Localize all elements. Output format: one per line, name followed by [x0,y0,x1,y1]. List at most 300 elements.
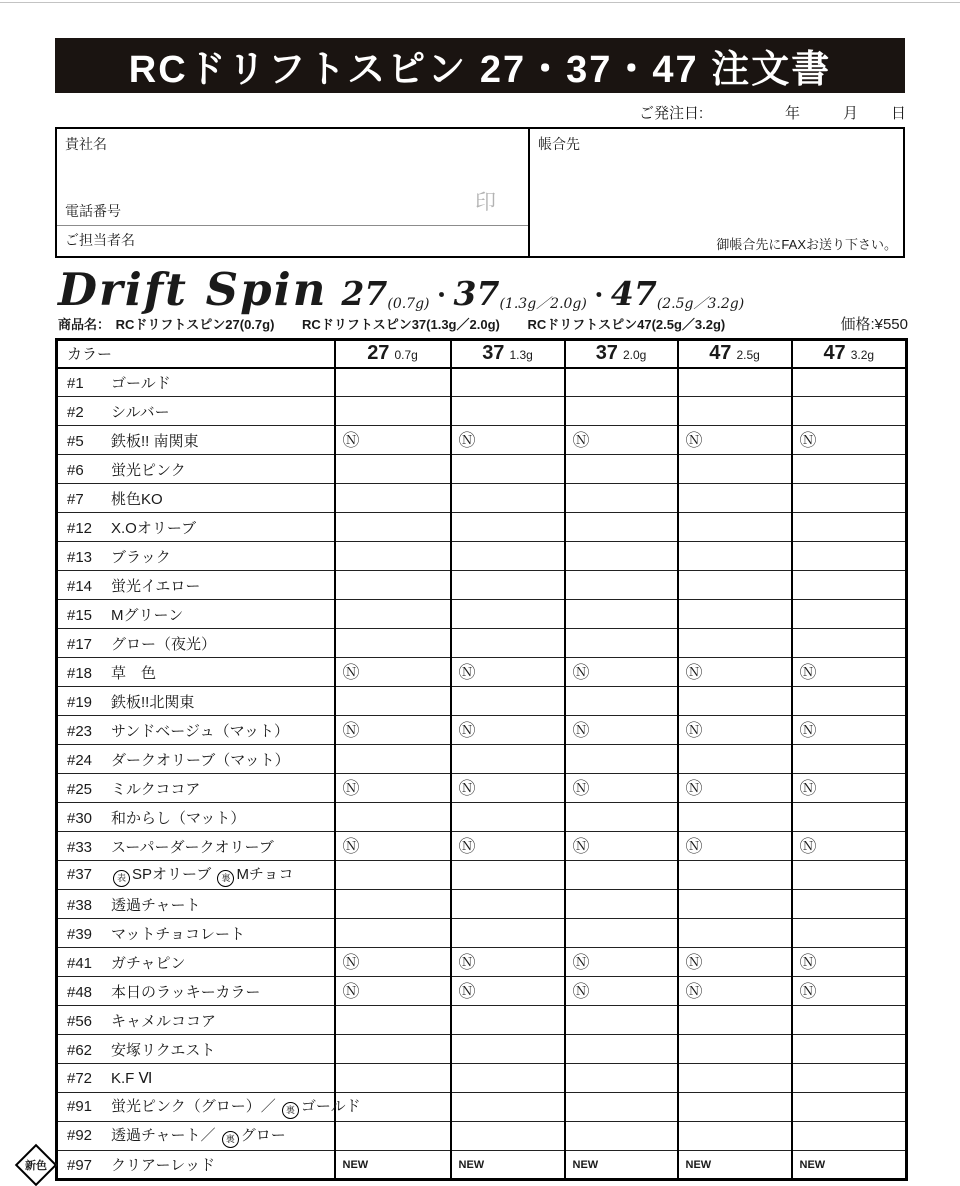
product-name-row [58,314,908,333]
order-quantity-cell[interactable]: Ⓝ [565,948,678,977]
order-quantity-cell[interactable]: Ⓝ [678,774,792,803]
color-name-cell [57,455,335,484]
order-quantity-cell[interactable] [792,890,907,919]
product-item-47: RCドリフトスピン47(2.5g／3.2g) [527,317,726,332]
logo-size-weight: (2.5g／3.2g) [656,296,745,312]
order-quantity-cell[interactable] [678,919,792,948]
product-item-37: RCドリフトスピン37(1.3g／2.0g) [302,317,500,332]
order-quantity-cell[interactable] [451,1035,565,1064]
order-quantity-cell[interactable] [451,1064,565,1093]
order-quantity-cell[interactable] [451,600,565,629]
order-quantity-cell[interactable]: Ⓝ [792,977,907,1006]
color-name-cell [57,426,335,455]
column-number: 27 [367,342,390,365]
account-label: 帳合先 [538,136,580,152]
order-quantity-cell[interactable] [335,368,451,397]
order-quantity-cell[interactable] [565,1006,678,1035]
order-quantity-cell[interactable]: Ⓝ [451,948,565,977]
order-quantity-cell[interactable]: Ⓝ [678,832,792,861]
order-quantity-cell[interactable]: Ⓝ [451,658,565,687]
column-header-47-2-5g [678,340,792,368]
column-weight: 2.5g [736,348,760,363]
color-column-header: カラー [57,340,335,368]
color-id: #19 [67,693,93,711]
logo-size-num: 47 [610,274,657,313]
color-name: ブラック [111,548,171,566]
color-name: 本日のラッキーカラー [111,983,261,1001]
order-quantity-cell[interactable] [335,1122,451,1151]
color-name-cell [57,890,335,919]
order-quantity-cell[interactable] [335,600,451,629]
order-quantity-cell[interactable] [678,861,792,890]
color-name-cell [25,1151,335,1180]
color-id: #30 [67,809,93,827]
order-quantity-cell[interactable]: Ⓝ [678,948,792,977]
order-quantity-cell[interactable] [565,629,678,658]
separator-dot: ・ [587,283,610,308]
order-quantity-cell[interactable]: Ⓝ [451,977,565,1006]
order-quantity-cell[interactable]: NEW [451,1151,565,1180]
logo-size-num: 27 [341,274,388,313]
table-row [57,803,907,832]
order-quantity-cell[interactable]: Ⓝ [792,948,907,977]
order-quantity-cell[interactable]: Ⓝ [565,426,678,455]
order-quantity-cell[interactable] [565,687,678,716]
order-quantity-cell[interactable] [565,861,678,890]
price-label: 価格:¥550 [840,316,908,333]
table-row [57,890,907,919]
order-quantity-cell[interactable]: NEW [678,1151,792,1180]
color-name: 透過チャート [111,896,201,914]
order-quantity-cell[interactable] [451,687,565,716]
color-id: #18 [67,664,93,682]
product-name-label: 商品名： [58,317,111,332]
new-color-badge: 新色 [15,1143,57,1185]
customer-info-box[interactable] [55,127,530,258]
divider [57,225,528,226]
order-quantity-cell[interactable] [335,397,451,426]
order-quantity-cell[interactable] [451,861,565,890]
column-number: 47 [823,342,846,365]
order-quantity-cell[interactable] [565,919,678,948]
order-quantity-cell[interactable] [678,513,792,542]
color-name: 蛍光ピンク（グロー）／ 裏 ゴールド [111,1098,361,1115]
color-name-cell [57,397,335,426]
color-name-cell [57,571,335,600]
top-divider [0,2,960,3]
order-quantity-cell[interactable] [792,861,907,890]
order-quantity-cell[interactable] [678,542,792,571]
table-row [57,948,907,977]
order-quantity-cell[interactable] [565,890,678,919]
order-quantity-cell[interactable] [335,803,451,832]
order-quantity-cell[interactable] [678,571,792,600]
color-name-cell [57,1064,335,1093]
brand-logo: Drift Spin [58,263,328,316]
color-name-cell [57,832,335,861]
color-name: K.F Ⅵ [111,1070,153,1087]
color-name-cell [57,745,335,774]
color-name-cell [57,977,335,1006]
table-row [57,1035,907,1064]
table-row [57,1064,907,1093]
column-header-37-1-3g [451,340,565,368]
color-name-cell [57,629,335,658]
order-date-row [55,102,905,122]
color-id: #14 [67,577,93,595]
color-id: #91 [67,1098,93,1115]
order-quantity-cell[interactable] [451,455,565,484]
order-quantity-cell[interactable] [565,1122,678,1151]
order-quantity-cell[interactable]: Ⓝ [565,977,678,1006]
logo-size-group-37 [454,274,587,313]
order-quantity-cell[interactable] [335,484,451,513]
order-quantity-cell[interactable] [792,1093,907,1122]
order-quantity-cell[interactable]: Ⓝ [678,658,792,687]
order-date-year-label[interactable]: 年 [785,105,801,122]
order-quantity-cell[interactable] [451,571,565,600]
order-quantity-cell[interactable] [451,484,565,513]
order-quantity-cell[interactable] [335,629,451,658]
table-row [57,745,907,774]
order-date-month-label[interactable]: 月 [843,105,859,122]
color-name-cell [57,948,335,977]
color-name: ゴールド [111,374,171,392]
order-quantity-cell[interactable] [335,571,451,600]
color-name: 蛍光イエロー [111,577,201,595]
color-id: #1 [67,374,84,392]
order-quantity-cell[interactable]: NEW [335,1151,451,1180]
color-id: #6 [67,461,84,479]
order-quantity-cell[interactable] [678,745,792,774]
logo-size-weight: (1.3g／2.0g) [499,296,587,312]
color-name: 草 色 [111,664,157,682]
order-quantity-cell[interactable] [678,890,792,919]
color-name: 鉄板!! 南関東 [111,432,199,450]
order-quantity-cell[interactable] [451,919,565,948]
color-name: シルバー [111,403,170,421]
order-quantity-cell[interactable]: Ⓝ [335,832,451,861]
order-quantity-cell[interactable]: Ⓝ [451,832,565,861]
order-quantity-cell[interactable] [565,1035,678,1064]
separator-dot: ・ [430,283,453,308]
order-quantity-cell[interactable] [335,542,451,571]
logo-size-group-27 [341,274,429,313]
color-name: ガチャピン [111,954,186,972]
column-weight: 0.7g [394,348,418,363]
color-id: #12 [67,519,93,537]
order-quantity-cell[interactable] [792,455,907,484]
color-name-cell [57,919,335,948]
color-name: 鉄板!!北関東 [111,693,195,711]
order-quantity-cell[interactable]: Ⓝ [335,426,451,455]
order-quantity-cell[interactable]: NEW [792,1151,907,1180]
order-quantity-cell[interactable] [335,745,451,774]
company-name-label: 貴社名 [65,136,107,152]
order-quantity-cell[interactable]: Ⓝ [792,832,907,861]
color-name-cell [57,542,335,571]
order-quantity-cell[interactable] [678,1122,792,1151]
order-quantity-cell[interactable] [565,542,678,571]
color-id: #13 [67,548,93,566]
color-id: #38 [67,896,93,914]
order-quantity-cell[interactable] [451,397,565,426]
order-quantity-cell[interactable] [451,1093,565,1122]
order-date-day-label[interactable]: 日 [891,105,907,122]
color-id: #97 [67,1157,93,1174]
order-quantity-cell[interactable] [451,513,565,542]
color-id: #25 [67,780,93,798]
order-quantity-cell[interactable] [792,368,907,397]
fax-note: 御帳合先にFAXお送り下さい。 [716,237,897,252]
order-quantity-cell[interactable]: NEW [565,1151,678,1180]
color-name-cell [57,774,335,803]
color-id: #48 [67,983,93,1001]
column-weight: 2.0g [622,348,647,363]
color-id: #37 [67,866,93,883]
order-quantity-cell[interactable] [335,513,451,542]
column-weight: 1.3g [509,348,533,363]
table-header-row [57,340,907,368]
order-quantity-cell[interactable] [451,890,565,919]
circled-char: 裏 [282,1102,299,1119]
order-quantity-cell[interactable] [678,1006,792,1035]
table-row [57,1093,907,1122]
color-name: 安塚リクエスト [111,1041,216,1059]
table-row [57,542,907,571]
order-quantity-cell[interactable] [792,919,907,948]
color-id: #72 [67,1070,93,1087]
color-name: マットチョコレート [111,925,245,943]
column-weight: 3.2g [850,348,875,363]
order-quantity-cell[interactable] [451,745,565,774]
account-box[interactable] [528,127,905,258]
order-quantity-cell[interactable] [678,1035,792,1064]
color-name-cell [57,803,335,832]
order-quantity-cell[interactable] [335,1035,451,1064]
color-name: 表 SPオリーブ 裏 Mチョコ [111,866,293,883]
logo-size-group-47 [611,274,744,313]
column-header-27-0-7g [335,340,451,368]
color-id: #33 [67,838,93,856]
order-quantity-cell[interactable]: Ⓝ [451,716,565,745]
order-quantity-cell[interactable] [565,745,678,774]
color-id: #92 [67,1127,93,1144]
table-row [57,571,907,600]
color-id: #23 [67,722,93,740]
order-quantity-cell[interactable]: Ⓝ [335,716,451,745]
order-quantity-cell[interactable] [792,513,907,542]
order-quantity-cell[interactable] [335,1006,451,1035]
table-row [57,513,907,542]
order-quantity-cell[interactable]: Ⓝ [335,977,451,1006]
order-quantity-cell[interactable] [335,687,451,716]
table-row [57,368,907,397]
circled-char: 裏 [222,1131,239,1148]
table-row [57,774,907,803]
table-row [57,455,907,484]
order-quantity-cell[interactable]: Ⓝ [792,716,907,745]
order-quantity-cell[interactable] [792,1064,907,1093]
order-quantity-cell[interactable] [678,484,792,513]
circled-char: 裏 [217,870,234,887]
color-name-cell [57,861,335,890]
order-quantity-cell[interactable]: Ⓝ [565,716,678,745]
order-quantity-cell[interactable] [792,484,907,513]
color-id: #62 [67,1041,93,1059]
order-quantity-cell[interactable]: Ⓝ [335,774,451,803]
page-title: RCドリフトスピン 27・37・47 注文書 [128,49,832,91]
order-quantity-cell[interactable] [335,455,451,484]
order-quantity-cell[interactable]: Ⓝ [678,716,792,745]
order-quantity-cell[interactable] [335,861,451,890]
contact-name-label: ご担当者名 [65,232,135,248]
order-quantity-cell[interactable] [335,1064,451,1093]
order-quantity-cell[interactable] [565,1093,678,1122]
table-row [57,716,907,745]
order-quantity-cell[interactable] [678,687,792,716]
table-row [57,629,907,658]
order-quantity-cell[interactable] [678,368,792,397]
color-name: 和からし（マット） [111,809,246,827]
color-name-cell [57,1122,335,1151]
table-row [57,397,907,426]
color-name-cell [57,687,335,716]
form-title-banner [55,38,905,93]
order-quantity-cell[interactable] [678,629,792,658]
table-row [57,426,907,455]
color-name: サンドベージュ（マット） [111,722,290,740]
order-quantity-cell[interactable] [792,1122,907,1151]
color-name-cell [57,1006,335,1035]
order-quantity-cell[interactable]: Ⓝ [335,658,451,687]
color-name: 蛍光ピンク [111,461,186,479]
table-row [57,687,907,716]
order-quantity-cell[interactable] [565,571,678,600]
order-quantity-cell[interactable] [451,629,565,658]
order-quantity-cell[interactable] [565,368,678,397]
table-row [57,658,907,687]
table-row [57,600,907,629]
table-row [57,1006,907,1035]
order-quantity-cell[interactable]: Ⓝ [451,774,565,803]
order-quantity-cell[interactable] [792,745,907,774]
order-quantity-cell[interactable]: Ⓝ [792,774,907,803]
column-number: 47 [709,342,732,365]
order-quantity-cell[interactable] [335,919,451,948]
color-name: X.Oオリーブ [111,519,197,537]
order-quantity-cell[interactable] [792,629,907,658]
order-quantity-cell[interactable] [792,1035,907,1064]
order-quantity-cell[interactable] [678,455,792,484]
color-name-cell [57,1093,361,1122]
order-quantity-cell[interactable] [792,803,907,832]
circled-char: 表 [113,870,130,887]
order-quantity-cell[interactable]: Ⓝ [451,426,565,455]
order-quantity-cell[interactable] [792,1006,907,1035]
color-id: #15 [67,606,93,624]
table-row [57,919,907,948]
order-date-label: ご発注日: [639,105,704,122]
table-row [57,484,907,513]
order-quantity-cell[interactable]: Ⓝ [678,426,792,455]
order-quantity-cell[interactable] [678,1064,792,1093]
table-row [57,1122,907,1151]
order-quantity-cell[interactable] [678,600,792,629]
order-quantity-cell[interactable] [565,600,678,629]
order-quantity-cell[interactable] [451,368,565,397]
color-id: #56 [67,1012,93,1030]
order-quantity-cell[interactable] [678,397,792,426]
order-quantity-cell[interactable] [451,803,565,832]
table-row [57,1151,907,1180]
order-quantity-cell[interactable]: Ⓝ [565,832,678,861]
order-quantity-cell[interactable] [792,600,907,629]
seal-placeholder: 印 [475,191,496,214]
color-name-cell [57,716,335,745]
color-id: #2 [67,403,84,421]
color-name-cell [57,484,335,513]
color-id: #39 [67,925,93,943]
color-name: 桃色KO [111,490,163,508]
color-name: スーパーダークオリーブ [111,838,274,856]
order-quantity-cell[interactable] [451,1122,565,1151]
order-quantity-cell[interactable] [565,455,678,484]
table-row [57,861,907,890]
color-name-cell [57,368,335,397]
order-quantity-cell[interactable] [792,542,907,571]
order-quantity-cell[interactable] [451,1006,565,1035]
order-quantity-cell[interactable] [565,484,678,513]
order-quantity-cell[interactable] [565,397,678,426]
order-quantity-cell[interactable] [678,803,792,832]
order-quantity-cell[interactable] [335,890,451,919]
product-item-27: RCドリフトスピン27(0.7g) [115,317,275,332]
color-name: ダークオリーブ（マット） [111,751,290,769]
order-quantity-cell[interactable] [792,687,907,716]
order-quantity-cell[interactable]: Ⓝ [792,426,907,455]
color-id: #17 [67,635,93,653]
order-quantity-cell[interactable] [678,1093,792,1122]
order-quantity-cell[interactable] [565,803,678,832]
logo-size-num: 37 [453,274,500,313]
phone-number-label: 電話番号 [65,203,121,219]
color-name: ミルクココア [111,780,201,798]
color-order-table [25,338,908,1181]
order-quantity-cell[interactable]: Ⓝ [335,948,451,977]
color-name-cell [57,658,335,687]
table-row [57,977,907,1006]
color-table-body [25,368,907,1180]
color-name-cell [57,1035,335,1064]
color-name-cell [57,600,335,629]
order-quantity-cell[interactable]: Ⓝ [565,774,678,803]
order-quantity-cell[interactable] [565,1064,678,1093]
color-name: クリアーレッド [111,1157,216,1174]
order-quantity-cell[interactable]: Ⓝ [792,658,907,687]
order-quantity-cell[interactable] [792,397,907,426]
order-quantity-cell[interactable] [451,542,565,571]
color-name: Mグリーン [111,606,184,624]
color-id: #5 [67,432,84,450]
color-id: #24 [67,751,93,769]
order-quantity-cell[interactable] [565,513,678,542]
column-number: 37 [595,342,618,365]
order-quantity-cell[interactable]: Ⓝ [565,658,678,687]
order-quantity-cell[interactable]: Ⓝ [678,977,792,1006]
order-quantity-cell[interactable] [792,571,907,600]
brand-logo-row [58,263,908,316]
